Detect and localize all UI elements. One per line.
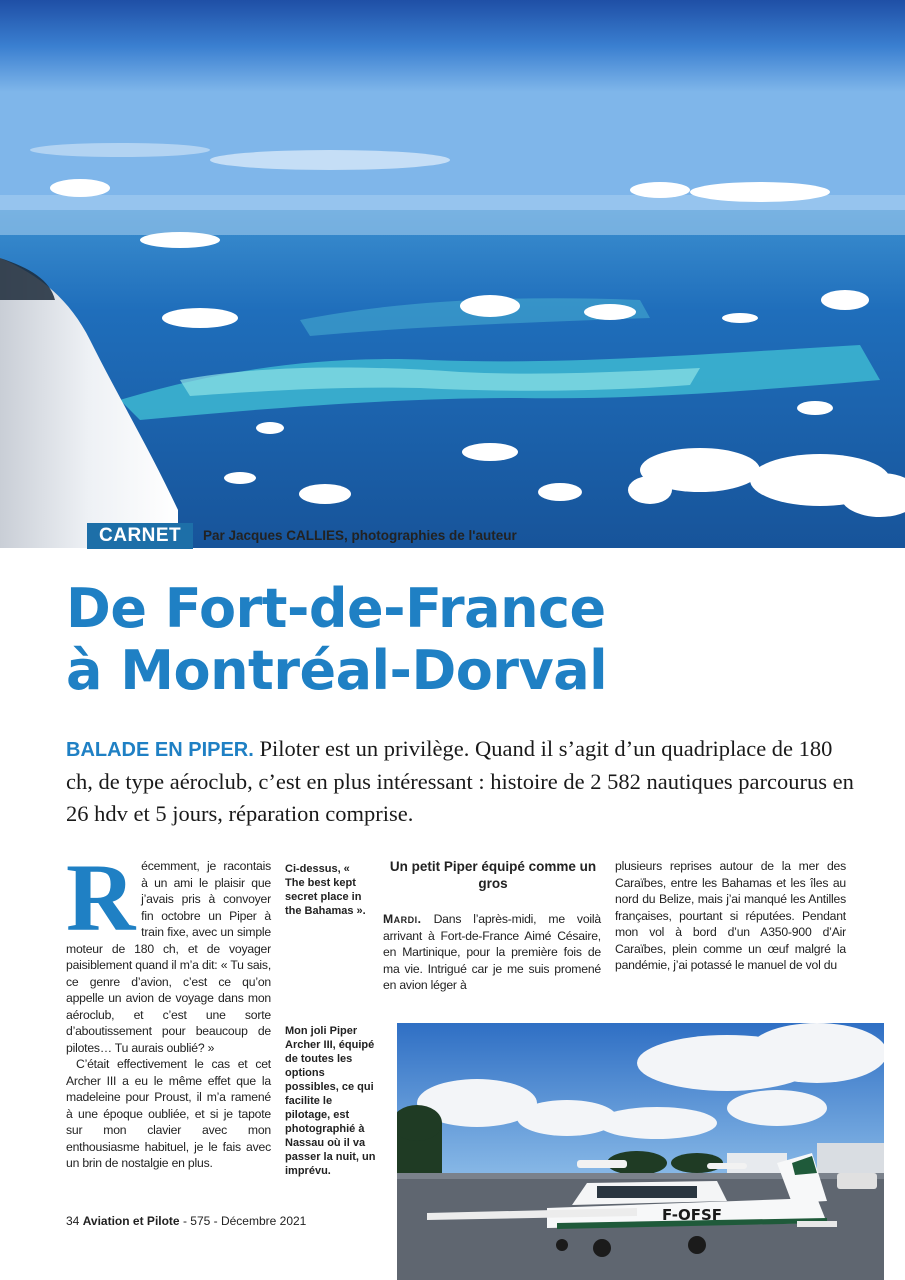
subheading: Un petit Piper équipé comme un gros bbox=[389, 859, 597, 891]
lead-kicker: BALADE EN PIPER. bbox=[66, 739, 254, 761]
title-line-2: à Montréal-Dorval bbox=[66, 639, 608, 702]
paragraph-col3: plusieurs reprises autour de la mer des Caraïbes, entre les Bahamas et les îles au nord du Belize, mais j’ai manqué les Antilles françaises, pourtant si réputées. Pendant mon vol à bord d’un A350-900 d’Air Caraïbes, plein comme un œuf malgré la pandémie, j’ai potassé le manuel de vol du bbox=[615, 859, 846, 972]
byline: Par Jacques CALLIES, photographies de l'auteur bbox=[203, 528, 517, 543]
paragraph-1 bbox=[66, 844, 271, 1056]
section-tag: CARNET bbox=[87, 523, 193, 549]
title-line-1: De Fort-de-France bbox=[66, 577, 606, 640]
paragraph-2: C’était effectivement le cas et cet Archer III a eu le même effet que la madeleine pour Proust, il m’a ramené à une époque oubliée, et si je tapote sur mon clavier avec mon enthousiasme habituel, je le fais avec un brin de nostalgie en plus. bbox=[66, 1057, 271, 1170]
article-title bbox=[66, 578, 866, 702]
lead-text: Piloter est un privilège. Quand il s’agit d’un quadriplace de 180 ch, de type aéroclub, c’est en plus intéressant : histoire de 2 582 nautiques parcourus en 26 hdv et 5 jours, réparation comprise. bbox=[66, 736, 854, 826]
article-lead bbox=[66, 733, 856, 830]
drop-cap: R bbox=[66, 844, 136, 951]
caption-plane-photo: Mon joli Piper Archer III, équipé de toutes les options possibles, ce qui facilite le pilotage, est photographié à Nassau où il va passer la nuit, un imprévu. bbox=[285, 1025, 376, 1177]
paragraph-mardi-text: Dans l’après-midi, me voilà arrivant à Fort-de-France Aimé Césaire, en Martinique, pour la première fois de ma vie. Intrigué car je me suis promené en avion léger à bbox=[383, 912, 601, 992]
lead-word: Mardi. bbox=[383, 912, 422, 926]
body-column-1 bbox=[66, 844, 271, 1172]
body-column-3 bbox=[615, 858, 846, 974]
paragraph-1-text: écemment, je racontais à un ami le plaisir que j’avais pris à convoyer fin octobre un Piper à train fixe, avec un simple moteur de 180 ch, et de voyager paisiblement quand il m’a dit: « Tu sais, ce genre d’avion, c’est ce qu’on appelle un avion de voyage dans mon aéroclub, et c’est une sorte d’aboutissement pour beaucoup de pilotes… Tu aurais oublié? » bbox=[66, 859, 271, 1055]
paragraph-mardi bbox=[383, 911, 601, 994]
page-folio bbox=[66, 1214, 306, 1228]
hero-aerial-photo bbox=[0, 0, 905, 548]
plane-photo bbox=[397, 1023, 884, 1280]
page-number: 34 bbox=[66, 1214, 80, 1228]
issue-info: - 575 - Décembre 2021 bbox=[182, 1214, 307, 1228]
caption-aerial-photo: Ci-dessus, « The best kept secret place in the Bahamas ». bbox=[285, 863, 366, 917]
plane-registration: F-OFSF bbox=[662, 1206, 723, 1224]
body-column-2 bbox=[383, 911, 601, 994]
magazine-name: Aviation et Pilote bbox=[82, 1214, 180, 1228]
